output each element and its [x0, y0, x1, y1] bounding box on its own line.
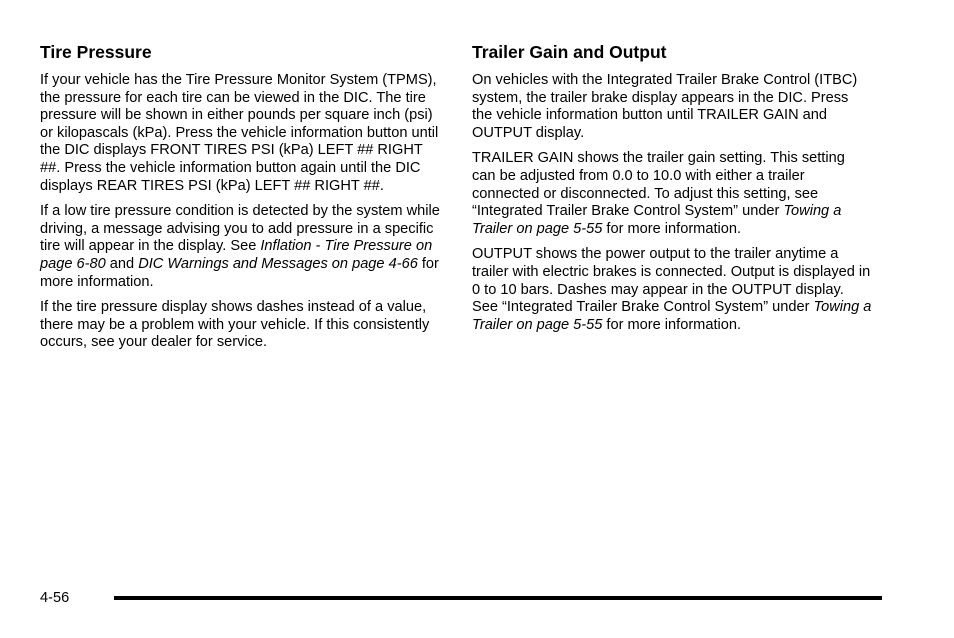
tire-pressure-paragraph-2: [40, 203, 440, 291]
inflation-tire-pressure-reference-link[interactable]: Inflation - Tire Pressure on page 6-80: [40, 238, 433, 272]
dic-warnings-reference-link[interactable]: DIC Warnings and Messages on page 4-66: [138, 255, 418, 272]
left-column: [40, 41, 440, 360]
towing-trailer-reference-link[interactable]: Towing a Trailer on page 5-55: [472, 299, 872, 333]
trailer-gain-heading: Trailer Gain and Output: [472, 42, 667, 62]
paragraph-text: for more information.: [602, 220, 742, 237]
footer-rule: [114, 596, 882, 600]
trailer-gain-paragraph-2: [472, 150, 872, 238]
right-column: [472, 41, 872, 342]
tire-pressure-paragraph-1: If your vehicle has the Tire Pressure Monitor System (TPMS), the pressure for each tire can be viewed in the DIC. The tire pressure will be shown in either pounds per square inch (psi) or kilopascals (kPa). Press the vehicle information button until the DIC displays FRONT TIRES PSI (kPa) LEFT ## RIGHT ##. Press the vehicle information button again until the DIC displays REAR TIRES PSI (kPa) LEFT ## RIGHT ##.: [40, 72, 439, 194]
paragraph-text: for more information.: [602, 316, 742, 333]
paragraph-text: for more information.: [40, 255, 439, 290]
towing-trailer-reference-link[interactable]: Towing a Trailer on page 5-55: [472, 203, 842, 237]
paragraph-text: TRAILER GAIN shows the trailer gain setting. This setting can be adjusted from 0.0 to 10.0 with either a trailer connected or disconnected. To adjust this setting, see “Integrated Trailer Brake Control System” under: [472, 150, 845, 220]
paragraph-text: OUTPUT shows the power output to the trailer anytime a trailer with electric brakes is connected. Output is displayed in 0 to 10 bars. Dashes may appear in the OUTPUT display. See “Integrated Trailer Brake Control System” under: [472, 246, 871, 316]
tire-pressure-paragraph-3: If the tire pressure display shows dashes instead of a value, there may be a problem with your vehicle. If this consistently occurs, see your dealer for service.: [40, 299, 430, 351]
tire-pressure-heading: Tire Pressure: [40, 42, 152, 62]
page-number: 4-56: [40, 590, 70, 606]
trailer-gain-paragraph-3: [472, 246, 872, 334]
paragraph-text: If a low tire pressure condition is detected by the system while driving, a message advising you to add pressure in a specific tire will appear in the display. See: [40, 203, 440, 255]
trailer-gain-paragraph-1: On vehicles with the Integrated Trailer Brake Control (ITBC) system, the trailer brake display appears in the DIC. Press the vehicle information button until TRAILER GAIN and OUTPUT display.: [472, 72, 858, 141]
paragraph-text: and: [105, 255, 139, 272]
